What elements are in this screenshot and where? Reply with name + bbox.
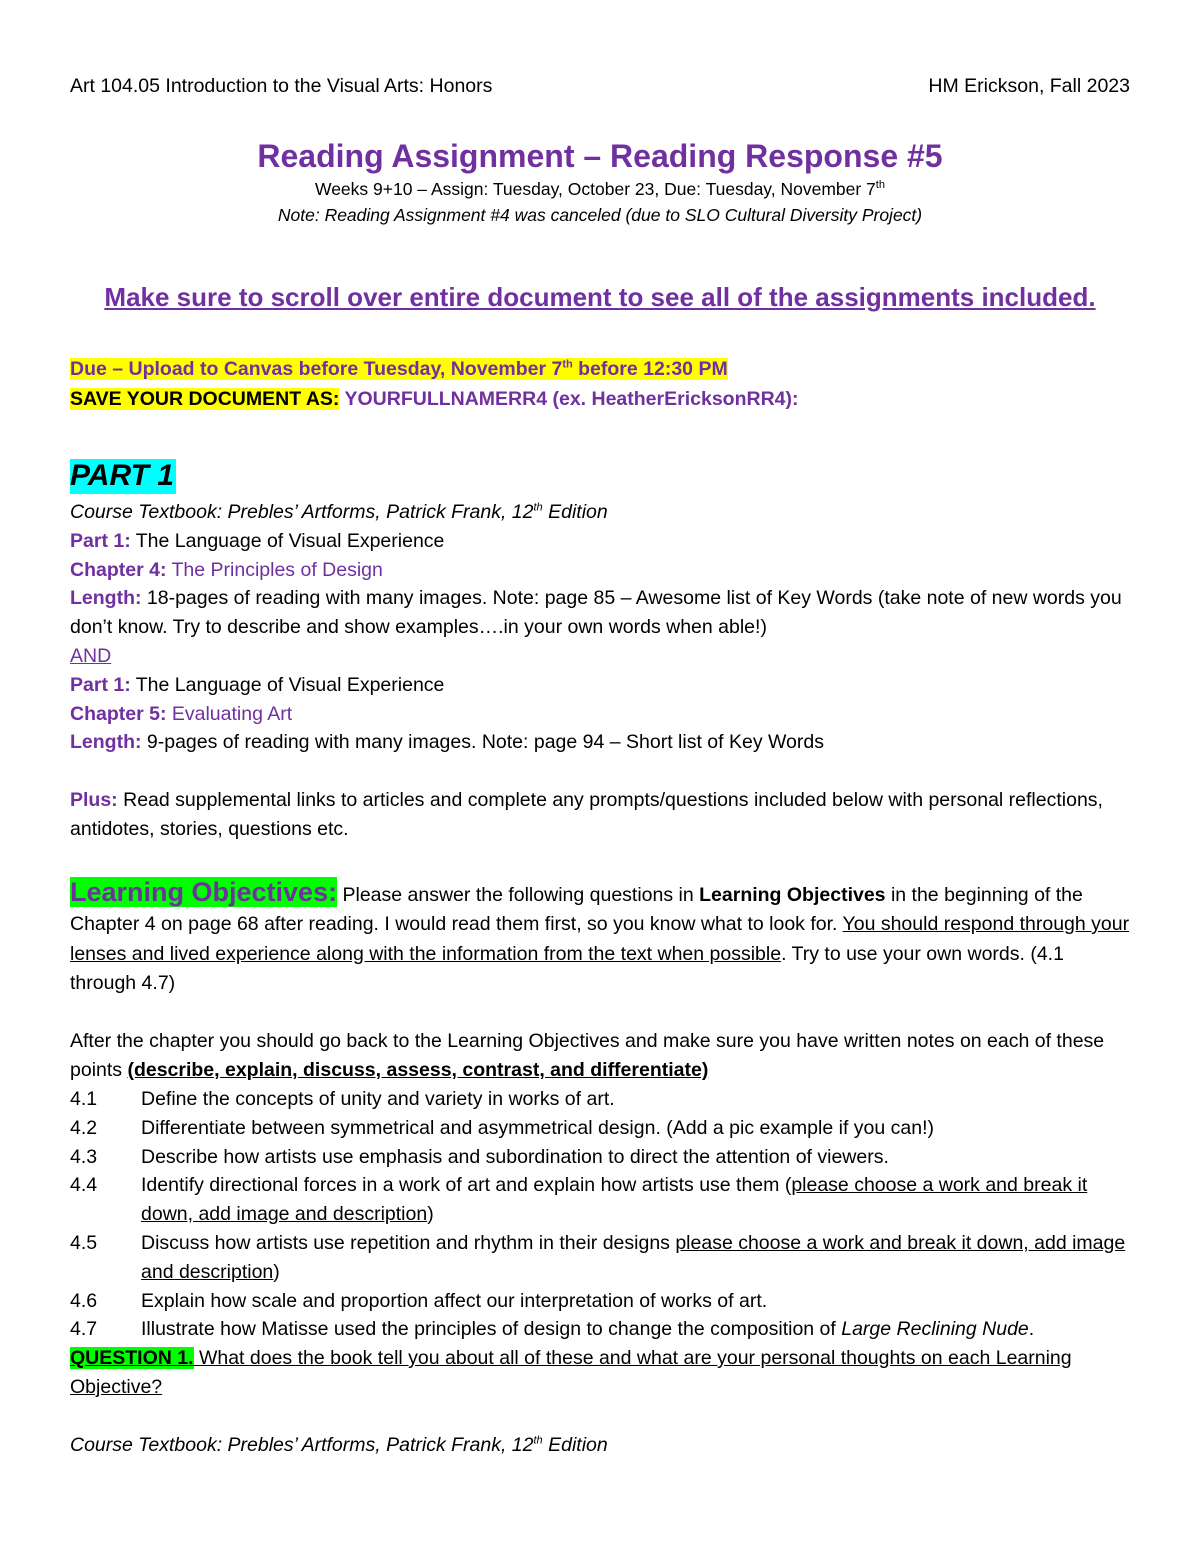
objective-text-end: ) bbox=[427, 1203, 434, 1226]
lo-intro-c: . Try to use your own words. (4.1 through 4.7) bbox=[70, 942, 1064, 995]
learning-objectives-heading: Learning Objectives: bbox=[70, 876, 338, 907]
objective-text: Define the concepts of unity and variety in works of art. bbox=[141, 1087, 615, 1110]
section2-part bbox=[70, 671, 1130, 700]
question-text: What does the book tell you about all of these and what are your personal thoughts on each Learning Objective? bbox=[70, 1347, 1072, 1398]
assignment-dates bbox=[70, 176, 1130, 202]
and-separator: AND bbox=[70, 644, 112, 667]
textbook-edition: Edition bbox=[542, 501, 608, 523]
objectives-list bbox=[70, 1085, 1130, 1344]
lo-intro-underlined: You should respond through your lenses and lived experience along with the information from the text when possible bbox=[70, 913, 1130, 965]
section1-length bbox=[70, 584, 1130, 642]
lo-intro-b: in the beginning of the Chapter 4 on page 68 after reading. I would read them first, so you know what to look for. bbox=[70, 883, 1083, 936]
due-sup: th bbox=[562, 358, 573, 371]
save-line bbox=[70, 384, 1130, 414]
footer-textbook-line bbox=[70, 1431, 1130, 1460]
footer-textbook-text: Course Textbook: Prebles’ Artforms, Patrick Frank, 12 bbox=[70, 1433, 534, 1456]
objective-text: Describe how artists use emphasis and subordination to direct the attention of viewers. bbox=[141, 1145, 889, 1168]
spacer bbox=[70, 844, 1130, 878]
objective-text bbox=[141, 1315, 1130, 1344]
section1-length-text: 18-pages of reading with many images. Note: page 85 – Awesome list of Key Words (take note of new words you don’t know. Try to describe and show examples….in your own words when able!) bbox=[70, 587, 1122, 639]
textbook-line bbox=[70, 498, 1130, 527]
objective-number: 4.7 bbox=[70, 1318, 98, 1341]
due-block bbox=[70, 354, 1130, 414]
section1-chapter-label: Chapter 4: bbox=[70, 558, 167, 581]
objective-text: Explain how scale and proportion affect our interpretation of works of art. bbox=[141, 1289, 768, 1312]
after-verbs: (describe, explain, discuss, assess, contrast, and differentiate) bbox=[127, 1059, 709, 1082]
section2-length-label: Length: bbox=[70, 731, 142, 754]
list-item bbox=[70, 1171, 1130, 1229]
spacer bbox=[70, 757, 1130, 786]
footer-textbook-sup: th bbox=[533, 1434, 543, 1447]
objective-text-underlined: please choose a work and break it down, add image and description bbox=[141, 1174, 1088, 1226]
objective-text-end: ) bbox=[273, 1260, 280, 1283]
list-item bbox=[70, 1085, 1130, 1114]
plus-paragraph bbox=[70, 786, 1130, 844]
artwork-title: Large Reclining Nude bbox=[841, 1318, 1029, 1341]
document-header bbox=[70, 72, 1130, 100]
scroll-notice: Make sure to scroll over entire document to see all of the assignments included. bbox=[104, 282, 1096, 312]
list-item bbox=[70, 1114, 1130, 1143]
course-name: Art 104.05 Introduction to the Visual Arts: Honors bbox=[70, 75, 493, 97]
objective-number: 4.4 bbox=[70, 1174, 98, 1197]
footer-textbook-edition: Edition bbox=[542, 1433, 608, 1456]
section1-part-text: The Language of Visual Experience bbox=[130, 529, 445, 552]
objective-number: 4.5 bbox=[70, 1231, 98, 1254]
section2-chapter-label: Chapter 5: bbox=[70, 702, 167, 725]
plus-text: Read supplemental links to articles and complete any prompts/questions included below with personal reflections, antidotes, stories, questions etc. bbox=[70, 788, 1103, 840]
learning-objectives-intro bbox=[70, 878, 1130, 999]
objective-text: Differentiate between symmetrical and asymmetrical design. (Add a pic example if you can!) bbox=[141, 1116, 934, 1139]
objective-text-end: . bbox=[1028, 1318, 1035, 1341]
save-label: SAVE YOUR DOCUMENT AS: bbox=[70, 388, 340, 410]
question-label: QUESTION 1. bbox=[70, 1347, 194, 1370]
textbook-text: Course Textbook: Prebles’ Artforms, Patrick Frank, 12 bbox=[70, 501, 534, 523]
dates-text: Weeks 9+10 – Assign: Tuesday, October 23, Due: Tuesday, November 7 bbox=[315, 179, 876, 199]
section1-chapter bbox=[70, 556, 1130, 585]
textbook-sup: th bbox=[533, 501, 543, 514]
document-title: Reading Assignment – Reading Response #5 bbox=[257, 138, 943, 174]
list-item bbox=[70, 1143, 1130, 1172]
section2-chapter bbox=[70, 700, 1130, 729]
save-value: YOURFULLNAMERR4 (ex. HeatherEricksonRR4): bbox=[339, 388, 799, 410]
section2-chapter-text: Evaluating Art bbox=[166, 702, 293, 725]
section1-part-label: Part 1: bbox=[70, 529, 131, 552]
spacer bbox=[70, 999, 1130, 1028]
section2-length bbox=[70, 728, 1130, 757]
objective-text-underlined: please choose a work and break it down, add image and description bbox=[141, 1231, 1126, 1283]
document-page bbox=[70, 72, 1130, 1459]
dates-sup: th bbox=[875, 179, 885, 192]
objective-text bbox=[141, 1229, 1130, 1287]
due-text: Due – Upload to Canvas before Tuesday, November 7 bbox=[70, 358, 563, 380]
list-item bbox=[70, 1229, 1130, 1287]
due-time: before 12:30 PM bbox=[572, 358, 728, 380]
list-item bbox=[70, 1287, 1130, 1316]
objective-number: 4.1 bbox=[70, 1087, 98, 1110]
list-item bbox=[70, 1315, 1130, 1344]
lo-intro-a: Please answer the following questions in bbox=[337, 883, 700, 906]
instructor-term: HM Erickson, Fall 2023 bbox=[928, 75, 1130, 97]
due-line bbox=[70, 354, 1130, 384]
after-text: After the chapter you should go back to the Learning Objectives and make sure you have written notes on each of these points bbox=[70, 1030, 1105, 1082]
part1-heading-text: PART 1 bbox=[70, 459, 174, 492]
section1-chapter-text: The Principles of Design bbox=[166, 558, 383, 581]
section1-length-label: Length: bbox=[70, 587, 142, 610]
section2-part-label: Part 1: bbox=[70, 673, 131, 696]
question-1 bbox=[70, 1344, 1130, 1402]
objective-text-main: Discuss how artists use repetition and rhythm in their designs bbox=[141, 1231, 676, 1254]
section2-part-text: The Language of Visual Experience bbox=[130, 673, 445, 696]
part1-heading bbox=[70, 454, 1130, 498]
plus-label: Plus: bbox=[70, 788, 118, 811]
spacer bbox=[70, 1402, 1130, 1431]
cancellation-note: Note: Reading Assignment #4 was canceled (due to SLO Cultural Diversity Project) bbox=[277, 205, 923, 225]
objective-text bbox=[141, 1171, 1130, 1229]
objective-number: 4.3 bbox=[70, 1145, 98, 1168]
objective-number: 4.6 bbox=[70, 1289, 98, 1312]
after-chapter-paragraph bbox=[70, 1027, 1130, 1085]
section1-part bbox=[70, 527, 1130, 556]
section2-length-text: 9-pages of reading with many images. Note: page 94 – Short list of Key Words bbox=[141, 731, 824, 754]
lo-intro-bold: Learning Objectives bbox=[699, 883, 886, 906]
objective-text-main: Identify directional forces in a work of art and explain how artists use them ( bbox=[141, 1174, 792, 1197]
objective-text-main: Illustrate how Matisse used the principles of design to change the composition of bbox=[141, 1318, 842, 1341]
objective-number: 4.2 bbox=[70, 1116, 98, 1139]
